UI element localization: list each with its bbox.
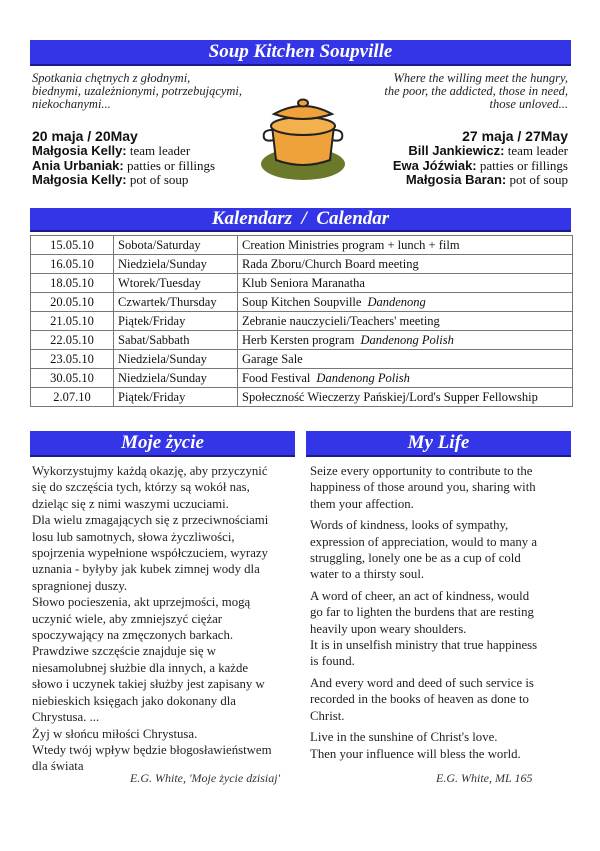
intro-line: the poor, the addicted, those in need, bbox=[384, 84, 568, 98]
calendar-event bbox=[238, 236, 573, 255]
intro-line: those unloved... bbox=[489, 97, 568, 111]
calendar-event-label: Food Festival bbox=[242, 370, 311, 385]
text-line: And every word and deed of such service is bbox=[310, 675, 534, 690]
paragraph bbox=[310, 463, 568, 512]
moje-zycie-signature: E.G. White, 'Moje życie dzisiaj' bbox=[130, 771, 281, 785]
intro-line: biednymi, uzależnionymi, potrzebującymi, bbox=[32, 84, 243, 98]
calendar-row bbox=[31, 369, 573, 388]
text-line: is found. bbox=[310, 654, 355, 669]
calendar-day: Sobota/Saturday bbox=[114, 236, 238, 255]
calendar-row bbox=[31, 274, 573, 293]
roster-name: Małgosia Baran: bbox=[405, 172, 507, 187]
page-title-bar bbox=[30, 40, 571, 66]
roster-role: patties or fillings bbox=[127, 157, 216, 173]
calendar-table bbox=[30, 235, 573, 407]
calendar-date: 22.05.10 bbox=[31, 331, 114, 350]
calendar-day: Czwartek/Thursday bbox=[114, 293, 238, 312]
calendar-event-label: Rada Zboru/Church Board meeting bbox=[242, 256, 419, 271]
roster-role: patties or fillings bbox=[479, 157, 568, 173]
text-line: spragnionej duszy. bbox=[32, 578, 128, 593]
calendar-date: 21.05.10 bbox=[31, 312, 114, 331]
calendar-row bbox=[31, 350, 573, 369]
calendar-event-location: Dandenong Polish bbox=[360, 332, 454, 347]
calendar-date: 18.05.10 bbox=[31, 274, 114, 293]
my-life-signature: E.G. White, ML 165 bbox=[436, 771, 533, 785]
roster-name: Małgosia Kelly: bbox=[32, 172, 127, 187]
calendar-day: Wtorek/Tuesday bbox=[114, 274, 238, 293]
text-line: Wykorzystujmy każdą okazję, aby przyczynić bbox=[32, 464, 268, 478]
calendar-row bbox=[31, 293, 573, 312]
moje-zycie-text bbox=[32, 463, 294, 775]
text-line: struggling, lonely one be as a cup of cold bbox=[310, 551, 521, 566]
text-line: happiness of those around you, sharing with bbox=[310, 480, 536, 495]
calendar-date: 15.05.10 bbox=[31, 236, 114, 255]
calendar-event-label: Społeczność Wieczerzy Pańskiej/Lord's Supper Fellowship bbox=[242, 389, 538, 404]
soup-pot-icon bbox=[258, 86, 348, 186]
calendar-event bbox=[238, 350, 573, 369]
roster-name: Małgosia Kelly: bbox=[32, 143, 127, 158]
text-line: It is in unselfish ministry that true happiness bbox=[310, 638, 538, 653]
text-line: uczynić wiele, aby zmniejszyć ciężar bbox=[32, 611, 223, 626]
roster-row bbox=[393, 159, 568, 174]
roster-row bbox=[32, 159, 215, 174]
intro-line: Spotkania chętnych z głodnymi, bbox=[32, 71, 191, 85]
calendar-date: 23.05.10 bbox=[31, 350, 114, 369]
calendar-date: 30.05.10 bbox=[31, 369, 114, 388]
roster-name: Ewa Jóźwiak: bbox=[392, 157, 477, 173]
roster-role: team leader bbox=[507, 143, 568, 158]
text-line: Seize every opportunity to contribute to the bbox=[310, 464, 533, 478]
text-line: losu lub samotnych, słowa życzliwości, bbox=[32, 529, 235, 544]
text-line: Chrystusa. ... bbox=[32, 710, 100, 725]
roster-date-left: 20 maja / 20May bbox=[32, 128, 138, 144]
my-life-title-bar bbox=[306, 431, 571, 457]
paragraph bbox=[310, 729, 568, 762]
calendar-event-location: Dandenong bbox=[367, 294, 426, 309]
text-line: A word of cheer, an act of kindness, would bbox=[310, 588, 530, 603]
calendar-event-label: Zebranie nauczycieli/Teachers' meeting bbox=[242, 313, 440, 328]
calendar-day: Niedziela/Sunday bbox=[114, 255, 238, 274]
roster-role: team leader bbox=[129, 143, 191, 158]
calendar-day: Piątek/Friday bbox=[114, 312, 238, 331]
calendar-title-bar bbox=[30, 208, 571, 232]
calendar-row bbox=[31, 331, 573, 350]
my-life-title: My Life bbox=[407, 432, 470, 453]
calendar-event bbox=[238, 388, 573, 407]
calendar-event bbox=[238, 331, 573, 350]
roster-date-right: 27 maja / 27May bbox=[462, 128, 568, 144]
paragraph bbox=[310, 517, 568, 583]
intro-polish bbox=[32, 72, 272, 111]
text-line: Words of kindness, looks of sympathy, bbox=[310, 518, 509, 533]
my-life-text bbox=[310, 463, 568, 767]
text-line: spoczywający na zmęczonych barkach. bbox=[32, 628, 234, 643]
calendar-row bbox=[31, 236, 573, 255]
calendar-event bbox=[238, 369, 573, 388]
moje-zycie-title: Moje życie bbox=[121, 432, 204, 453]
text-line: spojrzenia wypełnione współczuciem, wyrazy bbox=[32, 546, 268, 561]
text-line: Christ. bbox=[310, 708, 345, 723]
calendar-event-label: Soup Kitchen Soupville bbox=[242, 294, 362, 309]
text-line: się do szczęścia tych, którzy są wokół nas, bbox=[32, 480, 250, 495]
text-line: dla świata bbox=[32, 759, 84, 774]
text-line: Słowo pocieszenia, akt uprzejmości, mogą bbox=[32, 595, 251, 610]
text-line: Live in the sunshine of Christ's love. bbox=[310, 730, 498, 745]
calendar-event-location: Dandenong Polish bbox=[316, 370, 410, 385]
calendar-date: 2.07.10 bbox=[31, 388, 114, 407]
calendar-event-label: Herb Kersten program bbox=[242, 332, 355, 347]
text-line: niesamolubnej służbie dla innych, a każde bbox=[32, 660, 249, 675]
calendar-day: Niedziela/Sunday bbox=[114, 369, 238, 388]
calendar-row bbox=[31, 388, 573, 407]
page-title: Soup Kitchen Soupville bbox=[208, 41, 393, 62]
roster-row bbox=[32, 144, 215, 159]
calendar-event-label: Creation Ministries program + lunch + film bbox=[242, 237, 460, 252]
calendar-event-label: Garage Sale bbox=[242, 351, 303, 366]
text-line: Then your influence will bless the world. bbox=[310, 746, 521, 761]
text-line: go far to lighten the burdens that are resting bbox=[310, 605, 534, 620]
calendar-event bbox=[238, 312, 573, 331]
text-line: Dla wielu zmagających się z przeciwnościami bbox=[32, 513, 269, 528]
text-line: expression of appreciation, would to many a bbox=[310, 534, 538, 549]
calendar-row bbox=[31, 312, 573, 331]
roster-role: pot of soup bbox=[509, 172, 568, 187]
text-line: water to a thirsty soul. bbox=[310, 567, 425, 582]
calendar-day: Sabat/Sabbath bbox=[114, 331, 238, 350]
calendar-day: Niedziela/Sunday bbox=[114, 350, 238, 369]
text-line: recorded in the books of heaven as done to bbox=[310, 692, 529, 707]
roster-name: Ania Urbaniak: bbox=[32, 157, 124, 173]
roster-role: pot of soup bbox=[129, 172, 189, 187]
text-line: uznania - byłyby jak kubek zimnej wody dla bbox=[32, 562, 260, 577]
text-line: Prawdziwe szczęście znajduje się w bbox=[32, 644, 217, 659]
text-line: them your affection. bbox=[310, 496, 414, 511]
roster-name: Bill Jankiewicz: bbox=[408, 143, 505, 158]
text-line: Żyj w słońcu miłości Chrystusa. bbox=[32, 726, 198, 741]
roster-row bbox=[393, 173, 568, 188]
text-line: heavily upon weary shoulders. bbox=[310, 621, 467, 636]
calendar-event-label: Klub Seniora Maranatha bbox=[242, 275, 365, 290]
roster-row bbox=[393, 144, 568, 159]
calendar-date: 16.05.10 bbox=[31, 255, 114, 274]
intro-line: Where the willing meet the hungry, bbox=[393, 71, 568, 85]
roster-left bbox=[32, 144, 215, 188]
calendar-event bbox=[238, 274, 573, 293]
intro-line: niekochanymi... bbox=[32, 97, 111, 111]
calendar-title: Kalendarz / Calendar bbox=[211, 208, 390, 229]
text-line: dzieląc się z nimi waszymi uczuciami. bbox=[32, 496, 229, 511]
calendar-event bbox=[238, 293, 573, 312]
calendar-event bbox=[238, 255, 573, 274]
roster-row bbox=[32, 173, 215, 188]
text-line: Wtedy twój wpływ będzie błogosławieństwem bbox=[32, 742, 272, 757]
roster-right bbox=[393, 144, 568, 188]
moje-zycie-title-bar bbox=[30, 431, 295, 457]
text-line: niebieskich księgach jako dokonany dla bbox=[32, 693, 236, 708]
text-line: słowo i uczynek takiej służby jest zapisany w bbox=[32, 677, 265, 692]
intro-english bbox=[328, 72, 568, 111]
calendar-day: Piątek/Friday bbox=[114, 388, 238, 407]
paragraph bbox=[310, 588, 568, 670]
calendar-row bbox=[31, 255, 573, 274]
paragraph bbox=[310, 675, 568, 724]
calendar-date: 20.05.10 bbox=[31, 293, 114, 312]
